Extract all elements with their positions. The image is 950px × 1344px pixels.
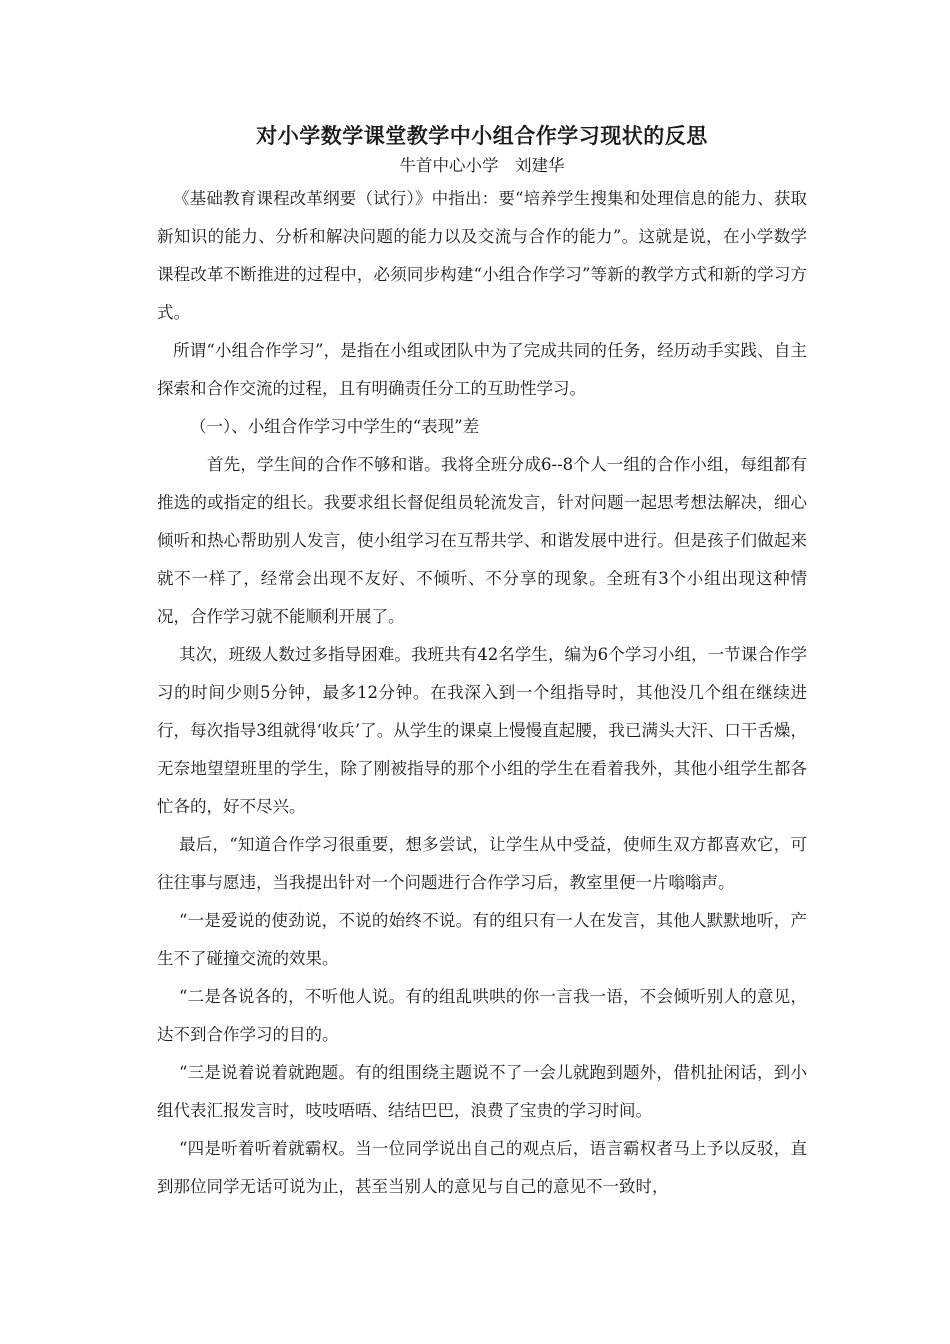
paragraph-point-two: “二是各说各的，不听他人说。有的组乱哄哄的你一言我一语，不会倾听别人的意见，达不到合作学习的目的。 (157, 987, 807, 1044)
document-author: 牛首中心小学 刘建华 (399, 156, 565, 175)
document-page (157, 118, 807, 1206)
paragraph-second: 其次，班级人数过多指导困难。我班共有42名学生，编为6个学习小组，一节课合作学习的时间少则5分钟，最多12分钟。在我深入到一个组指导时，其他没几个组在继续进行，每次指导3组就得‘收兵’了。从学生的课桌上慢慢直起腰，我已满头大汗、口干舌燥，无奈地望望班里的学生，除了刚被指导的那个小组的学生在看着我外，其他小组学生都各忙各的，好不尽兴。 (157, 645, 807, 816)
paragraph-definition: 所谓“小组合作学习”，是指在小组或团队中为了完成共同的任务，经历动手实践、自主探索和合作交流的过程，且有明确责任分工的互助性学习。 (157, 341, 807, 398)
paragraph-point-four: “四是听着听着就霸权。当一位同学说出自己的观点后，语言霸权者马上予以反驳，直到那位同学无话可说为止，甚至当别人的意见与自己的意见不一致时， (157, 1139, 807, 1196)
paragraph-first: 首先，学生间的合作不够和谐。我将全班分成6--8个人一组的合作小组，每组都有推选的或指定的组长。我要求组长督促组员轮流发言，针对问题一起思考想法解决，细心倾听和热心帮助别人发言，使小组学习在互帮共学、和谐发展中进行。但是孩子们做起来就不一样了，经常会出现不友好、不倾听、不分享的现象。全班有3个小组出现这种情况，合作学习就不能顺利开展了。 (157, 455, 807, 626)
paragraph-point-one: “一是爱说的使劲说，不说的始终不说。有的组只有一人在发言，其他人默默地听，产生不了碰撞交流的效果。 (157, 911, 807, 968)
paragraph-intro: 《基础教育课程改革纲要（试行）》中指出：要“培养学生搜集和处理信息的能力、获取新知识的能力、分析和解决问题的能力以及交流与合作的能力”。这就是说，在小学数学课程改革不断推进的过程中，必须同步构建“小组合作学习”等新的教学方式和新的学习方式。 (157, 189, 807, 322)
document-title: 对小学数学课堂教学中小组合作学习现状的反思 (256, 124, 708, 148)
section-heading: （一）、小组合作学习中学生的“表现”差 (190, 417, 480, 436)
paragraph-point-three: “三是说着说着就跑题。有的组围绕主题说不了一会儿就跑到题外，借机扯闲话，到小组代表汇报发言时，吱吱唔唔、结结巴巴，浪费了宝贵的学习时间。 (157, 1063, 807, 1120)
paragraph-last: 最后，“知道合作学习很重要，想多尝试，让学生从中受益，使师生双方都喜欢它，可往往事与愿违，当我提出针对一个问题进行合作学习后，教室里便一片嗡嗡声。 (157, 835, 807, 892)
